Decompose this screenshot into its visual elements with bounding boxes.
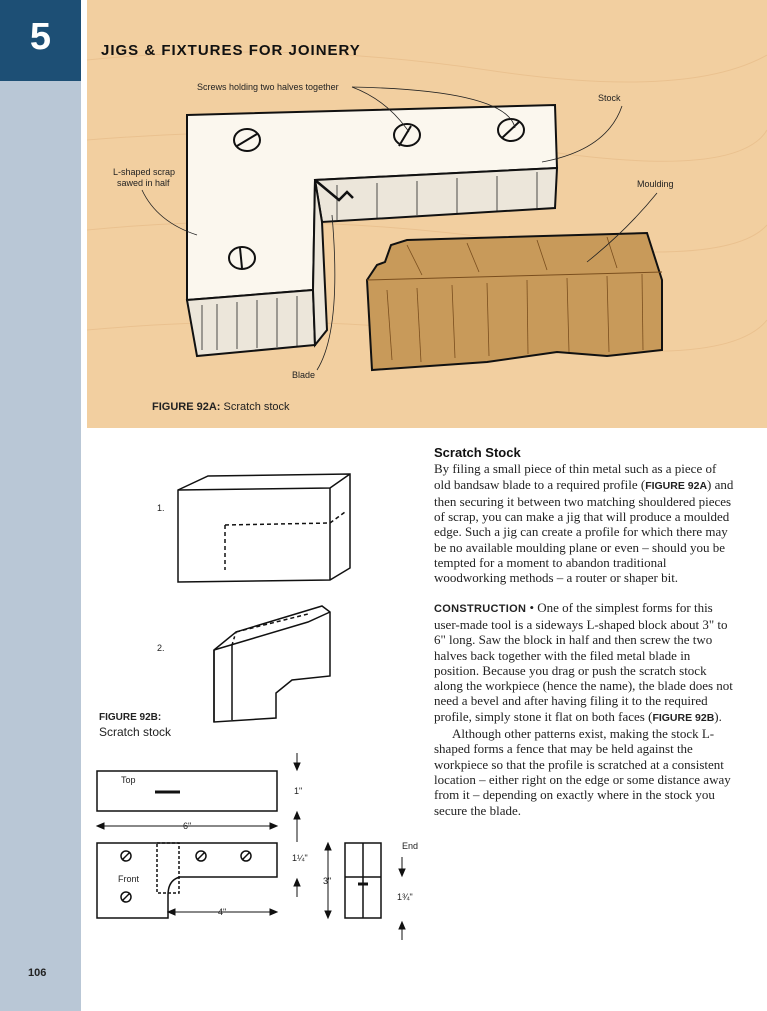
article-paragraph-1 (434, 461, 734, 585)
dimension-1-75-inch: 1¾" (397, 892, 413, 902)
dimension-6-inch: 6" (183, 821, 192, 831)
step-2-label: 2. (157, 643, 165, 653)
callout-lscrap-line2: sawed in half (117, 178, 170, 188)
chapter-title: JIGS & FIXTURES FOR JOINERY (101, 42, 361, 59)
top-view-label: Top (121, 775, 136, 785)
figure-92a-reference: FIGURE 92A (645, 479, 708, 492)
figure-92b-caption-label: FIGURE 92B: (99, 712, 162, 723)
paragraph-2-text-a: • One of the simplest forms for this user-made tool is a sideways L-shaped block about 3" to 6" long. Saw the block in half and then screw the two halves back together with the filed metal blade in position. Because you drag or push the scratch stock along the workpiece (hence the name), the blade does not need a bevel and after having filing it to the required profile, simply stone it flat on both faces ( (434, 599, 733, 724)
dimension-1-25-inch: 1¼" (292, 853, 308, 863)
figure-92b-reference: FIGURE 92B (652, 711, 715, 724)
end-view-label: End (402, 841, 419, 851)
chapter-number: 5 (29, 16, 52, 58)
callout-moulding: Moulding (637, 179, 674, 189)
paragraph-1-text-a: By filing a small piece of thin metal such as a piece of old bandsaw blade to a required profile ( (434, 461, 717, 492)
figure-92a-caption-label: FIGURE 92A: (152, 401, 221, 413)
callout-screws: Screws holding two halves together (197, 82, 339, 92)
article-column (434, 445, 734, 818)
dimension-1-inch: 1" (294, 786, 303, 796)
article-paragraph-3: Although other patterns exist, making the stock L-shaped forms a fence that may be held against the workpiece so that the profile is scratched at a consistent location – either right on the edge or some distance away from it – depending on exactly where in the stock you secure the blade. (434, 726, 731, 818)
figure-92b-caption-text: Scratch stock (99, 725, 172, 739)
article-paragraph-2 (434, 600, 734, 726)
article-heading: Scratch Stock (434, 445, 521, 460)
front-view-label: Front (118, 874, 140, 884)
dimension-4-inch: 4" (218, 907, 227, 917)
callout-lscrap-line1: L-shaped scrap (113, 167, 176, 177)
callout-blade: Blade (292, 370, 316, 380)
page-number: 106 (28, 967, 47, 979)
step-1-label: 1. (157, 503, 165, 513)
paragraph-1-text-b: ) and then securing it between two matching shouldered pieces of scrap, you can make a jig that will produce a moulded edge. Such a jig can create a profile for which there may be no available moulding plane or even – should you be tempted for a moment to abandon traditional woodworking methods – a router or shaper bit. (434, 476, 734, 586)
callout-stock: Stock (598, 93, 621, 103)
paragraph-2-text-b: ). (714, 708, 722, 724)
figure-92b-caption (99, 710, 171, 740)
construction-label: CONSTRUCTION (434, 602, 527, 615)
dimension-3-inch: 3" (323, 876, 332, 886)
figure-92a-caption-text: Scratch stock (220, 401, 290, 413)
